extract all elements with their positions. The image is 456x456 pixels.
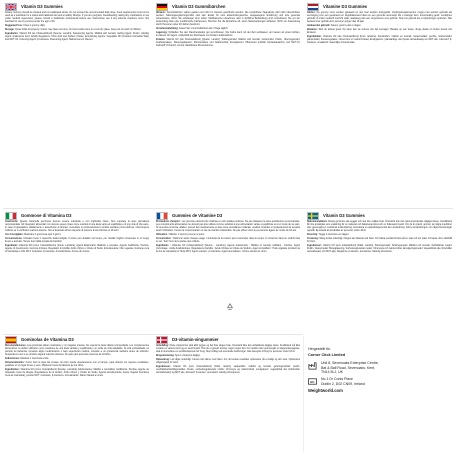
denmark-flag-icon <box>156 336 168 344</box>
panel-title <box>5 212 149 220</box>
paragraph: Verzehrempfehlung: Kauen Sie 1 Gummibärchen alle 4 Tage täglich. <box>156 28 229 31</box>
panel-danish <box>154 336 302 454</box>
panel-french <box>154 212 302 294</box>
paragraph: Utilisation : Mâcher 1 Gummy tous les 2 jours. <box>156 234 205 237</box>
panel-dutch <box>305 3 454 207</box>
title-text: Gominolas de Vitamina D3 <box>21 337 74 342</box>
title-text: Vitamine D3 Gummies <box>323 4 368 9</box>
paragraph: Brugsanvisning: Spis 1 vingummi dagligt. <box>156 355 201 358</box>
paragraph: Dosering: Tugga 1 Gummies om dagen. <box>307 234 350 237</box>
paragraph: Advice: Gummy should be chewed and not swallowed whole. Do not exceed the recommended daily dose. Food supplements must not be used as a substitute for a varied and balanced diet and a healthy lifestyle. If you are pregnant, breastfeeding, taking any medications or are under medical supervision, please consult a healthcare professional before use. Discontinue use if any adverse reactions occur. Not intended for use by persons under the age of 18. <box>5 12 149 24</box>
paragraph: Aanbevolen gebruik: Kauw 1 gummy elke 2 dagen. <box>307 25 362 28</box>
manufacturer-brand: Corner Click Limited <box>308 352 346 357</box>
paragraph: Suggested Use: Chew 1 gummy daily. <box>5 25 46 28</box>
row-divider <box>3 334 303 335</box>
paragraph: Lagerung: Schließen Sie den Flaschendeckel gut verschlossen. Die Farbe kann mit der Zeit verblassen, am besten an einem kühlen, trockenen Ort lagern. Außerhalb der Reichweite von Kindern aufbewahren. <box>156 32 300 38</box>
panel-italian <box>3 212 151 330</box>
paragraph: Zutaten: Vitamin D3 (als Cholecalciferol) [Quelle: Lanolin], Süßungsmittel: Maltitol und Isomalt, Geliermittel: Pektin, Überzugsmittel: Anabolensäure, Säureregulatoren: Zitronensäure und Natriumcitrat, Emulgatoren: Pflanzenöl (enthält Carnaubawachs) und MCT-Öl, Farbstoff: β-Carotin, Aroma: Natürliches Zitronenaroma. <box>156 39 300 48</box>
title-text: Vitamin D3 Gummies <box>21 4 63 9</box>
factory-icon <box>308 361 317 370</box>
paragraph: Opbevaring: Luk låget ordentligt. Farven kan falme med tiden. For de bedste resultater opbevares på et køligt og tørt sted. Opbevares utilgængeligt for børn. <box>156 359 300 365</box>
paragraph: Ingredienser: Vitamin D3 (som cholecalciferol) [Kilde: lanolin], sødestoffer: maltitol og isomalt, geleringsmiddel: pektin, overfladebehandlingsmiddel: bivoks, surhedsregulerende midler: citronsyre og natriumcitrat, emulgatorer: vegetabilsk olie (indeholder carnaubavoks) og MCT-olie, farvestof: β-caroten, aromastof: naturlig citronaroma. <box>156 366 300 375</box>
title-text: Vitamin D3 Gummies <box>323 213 365 218</box>
title-text: Vitamin D3 Gummibärchen <box>172 4 226 9</box>
eu-representative-icon <box>308 377 317 386</box>
paragraph: Indicaciones: Masticar 1 Gominola al día. <box>5 358 49 361</box>
manufacturer-address: Unit 8, Sevenoaks Enterprise Centre, Bat & Ball Road, Sevenoaks, Kent, TN14 5LJ, UK <box>308 361 448 375</box>
paragraph: Ingredientes: Vitamina D3 (como Colecalciferol) [Fuente: Lanolina], Edulcorantes: Maltitol e Isomaltitol, Gelificante: Pectina, Agente de Glaseado: Cera de Abejas, Reguladores de la Acidez: Ácido Cítrico y Citrato de Sodio, Agente Emulsionante: Aceite Vegetal (Contiene Cera de Carnaúba) y Aceite MCT, Colorante: β-Caroteno, Aromatizante: Sabor Natural a Limón. <box>5 369 150 378</box>
panel-title <box>156 212 300 220</box>
paragraph: Rekommendation: Dessa gummies ska tuggas och ska inte sväljas hela. Överskrid inte den rekommenderade dagliga dosen. Kosttillskott får inte användas som ersättning för en varierad och balanserad kost och en hälsosam livsstil. Om du är gravid, ammar, tar några mediciner eller genomgår en medicinsk undersökning, konsultera en sjukvårdspersonal före användning. Avbryt användningen om några biverkningar uppstår. Ej avsedd att användas av personer under 18 år. <box>307 221 452 233</box>
paragraph: Avvertenze: Questo caramelle gommose devono essere masticate e non inghiottite intere. Non superare la dose giornaliera raccomandata. Gli integratori alimentari non devono essere intesi come sostituti di una dieta varia ed equilibrata e di uno stile di vita sano. In caso di gravidanza, allattamento o assunzione di farmaci, consultare un professionista in ambito sanitario prima dell'uso. Interrompere l'utilizzo se si verificano reazioni avverse. Non è destinato all'uso da parte di persone di età inferiore ai 18 anni. <box>5 221 149 233</box>
paragraph: Conservation : Refermer après chaque usage. L'intensité de la couleur peut s'estomper dans le temps. À conserver dans un endroit frais et sec. Tenir hors de la portée des enfants. <box>156 238 300 244</box>
panel-title <box>156 3 300 11</box>
paragraph: Ingredients: Vitamin D3 (as Cholecalciferol) [Source: Lanolin], Sweetening Agents: Maltitol and Isomalt, Gelling Agent: Pectin, Glazing Agent: Anabolenic Acid, Acidity Regulators: Citric Acid and Sodium Citrate, Emulsifying Agents: Vegetable Oil (Contains Carnauba Wax) and MCT Oil, Colouring Agent: β-Carotene, Flavouring Agent: Natural Lemon Flavour. <box>5 33 149 42</box>
panel-title <box>307 212 452 220</box>
manufacturer-heading: Hergestellt für <box>308 347 331 351</box>
title-text: Gummies de Vitamine D3 <box>172 213 223 218</box>
panel-spanish <box>3 336 151 454</box>
panel-swedish <box>305 212 454 340</box>
paragraph: Advies: De gummy moet worden gekauwd en niet heel worden doorgeslikt. Voedingssupplementen mogen niet worden gebruikt als vervanging voor een gevarieerd en uitgebalanceerd dieet en een gezonde levensstijl. Als u zwanger bent, borstvoeding geeft, medicijnen gebruikt of onder medisch toezicht staat, raadpleeg dan een zorgverlener voor gebruik. Stop het gebruik als er bijwerkingen optreden. Niet bedoeld voor gebruik door personen jonger dan 18 jaar. <box>307 12 452 24</box>
spain-flag-icon <box>5 336 17 344</box>
row-divider <box>3 208 453 209</box>
germany-flag-icon <box>156 3 168 11</box>
paragraph: Conservazione: Chiudere bene il coperchio della bottiglia. Il colore può sbiadire nel tempo, per risultati migliori conservare in un luogo fresco e asciutto. Tenere fuori dalla portata dei bambini. <box>5 238 149 244</box>
eu-representative-address: EC No.1 Dr Corks Place Dublin 2, D02 CN09, Ireland <box>308 377 448 386</box>
paragraph: Almacenamiento: Cierre bien la tapa del envase. El color puede desvanecerse con el tiempo, para obtener los mejores resultados, guárdelo en un lugar fresco y seco. Mantener fuera del alcance de los niños. <box>5 362 150 368</box>
paragraph: Précautions d'emploi : Les gummies doivent être mâchées et non avalées entières. Ne pas dépasser la dose quotidienne recommandée. Les compléments alimentaires ne doivent pas être utilisés comme substitut à une alimentation variée et équilibrée et à un mode de vie sain. Si vous êtes enceinte, allaitez, prenez des médicaments ou êtes sous surveillance médicale, veuillez consulter un professionnel de la santé avant l'utilisation. Cesser la consommation en cas de réaction indésirable. Ne pas utiliser chez les personnes âgées de moins de 18 ans. <box>156 221 300 233</box>
panel-title <box>307 3 452 11</box>
column-divider <box>303 336 304 452</box>
italy-flag-icon <box>5 212 17 220</box>
paragraph: Ingrédients : Vitamine D3 (Cholécalciférol) [Source : Lanoline], Agents édulcorants : Maltitol et Isomalt, Gélifiant : Pectine, Agent d'enrobage : Acide Anabolénique, Régulateurs d'acidité : Acide Citrique et Citrate de Sodium, Agent émulsifiant : Huile végétale (contient de la cire de carnauba) et Huile MCT, Agent colorant : β-Carotène, Agent aromatisant : Arôme naturel de citron. <box>156 245 300 254</box>
title-text: Gommose di Vitamina D3 <box>21 213 72 218</box>
paragraph: Recomendaciones: Las gominolas deben masticarse y no tragarse enteras. No superar la dosis diaria recomendada. Los complementos alimenticios no deben utilizarse como sustitutos de una dieta variada y equilibrada y un estilo de vida saludable. Si está embarazada, en periodo de lactancia, tomando algún medicamento o bajo supervisión médica, consulte a un profesional sanitario antes de utilizarlo. Suspenda su uso si se produce alguna reacción adversa. No apto para personas menores de 18 años. <box>5 345 149 357</box>
title-text: D3-vitamin-vingummier <box>172 337 219 342</box>
netherlands-flag-icon <box>307 3 319 11</box>
paragraph: Ingrediënten: Vitamine D3 (als Cholecalciferol) [bron: lanoline], Zoetstoffen: maltitol en isomalt, Geleermiddel: pectine, Glansmiddel: glansmiddel, Zuurteregelaars: citroenzuur en natriumcitraat, Emulgatoren: plantaardige olie (bevat carnaubawas) en MCT-olie, Kleurstof: β-caroteen, smaakstof: natuurlijke citroensmaak. <box>307 36 452 45</box>
paragraph: Ingredienser: Vitamin D3 (som kolekalciferol) [Källa: Lanolin], Sötningsmedel: Sötningsmedel: Maltitol och Isomalt, Gelbildande medel: Pektin, Glasyrmedel: Bivaxglasering, Surhetsreglerande medel: Citronsyra och natriumcitrat, Emulgeringsmedel: Vegetabilisk olja (innehåller carnaubavax) och MCT-olja, Färgämne: β-karoten, aromämne: Naturlig citronarom. <box>307 245 452 254</box>
paragraph: Uso Consigliato: Masticare 1 gommosa ogni 2 giorni. <box>5 234 62 237</box>
sweden-flag-icon <box>307 212 319 220</box>
paragraph: Ingredienti: Vitamina D3 (come Colecalciferolo) [Fonte: Lanolina], Agenti Edulcoranti: Maltitolo e Isomalto, Agente Gelificante: Pectina, Agente di rivestimento: Gomma d'Acquo, Regolatori di Acidità: Acido Citrico e Citrato di Sodio, Emulsionante: Olio vegetale (contiene cera di Carnauba) e Olio MCT, Colorante: β-carotene, Aromatizzante: Aroma di Limone. <box>5 245 149 254</box>
paragraph: Hinweis: Gummibärchen sollten gekaut und nicht im Ganzen geschluckt werden. Die empfohlene Tagesdosis darf nicht überschritten werden. Nahrungsergänzungsmittel sind kein Ersatz für eine abwechslungsreiche, ausgewogene Ernährung und eine gesunde Lebensweise. Wenn Sie schwanger sind, stillen, Medikamente einnehmen oder in ärztlicher Behandlung sind, konsultieren Sie vor der Anwendung bitte eine medizinische Fachperson. Brechen Sie die Einnahme ab, wenn Nebenwirkungen auftreten. Nicht zur Anwendung durch Personen unter 18 Jahren bestimmt. <box>156 12 300 27</box>
website-url: Weightworld.com <box>308 388 343 394</box>
manufacturer-info <box>308 347 448 394</box>
panel-english <box>3 3 151 207</box>
paragraph: Bewaren: Sluit de deksel goed. De kleur kan na verloop van tijd vervagen. Bewaar op een koele, droge plaats en buiten bereik van kinderen. <box>307 29 452 35</box>
paragraph: Förvaring: Stäng locket ordentligt. Färgen kan blekna med tiden. För bästa resultat förvara på en sval och torr plats. Förvaras utom räckhåll för barn. <box>307 238 452 244</box>
paragraph: Anbefaling: Disse vingummier skal altid tygges og bør ikke sluges hele. Overskrid ikke den anbefalede daglige dosis. Kosttilskud må ikke erstatte en varieret kost og en sund livsstil. Hvis du er gravid, ammer, tager nogen form for medicin eller gennemgår en lægeundersøgelse, skal du konsultere en sundhedsperson før brug. Stop indtag ved eventuelle bivirkninger. Ikke beregnet til brug for personer under 18 år. <box>156 345 300 354</box>
svg-text:EC: EC <box>310 379 315 384</box>
panel-title <box>5 3 149 11</box>
panel-german <box>154 3 302 207</box>
france-flag-icon <box>156 212 168 220</box>
paragraph: Storage: Close bottle lid properly. Colour may fade over time, for best results store in a cool dry place. Keep out of reach of children. <box>5 29 142 32</box>
panel-title <box>156 336 300 344</box>
uk-flag-icon <box>5 3 17 11</box>
recycle-icon <box>226 298 234 306</box>
panel-title <box>5 336 149 344</box>
